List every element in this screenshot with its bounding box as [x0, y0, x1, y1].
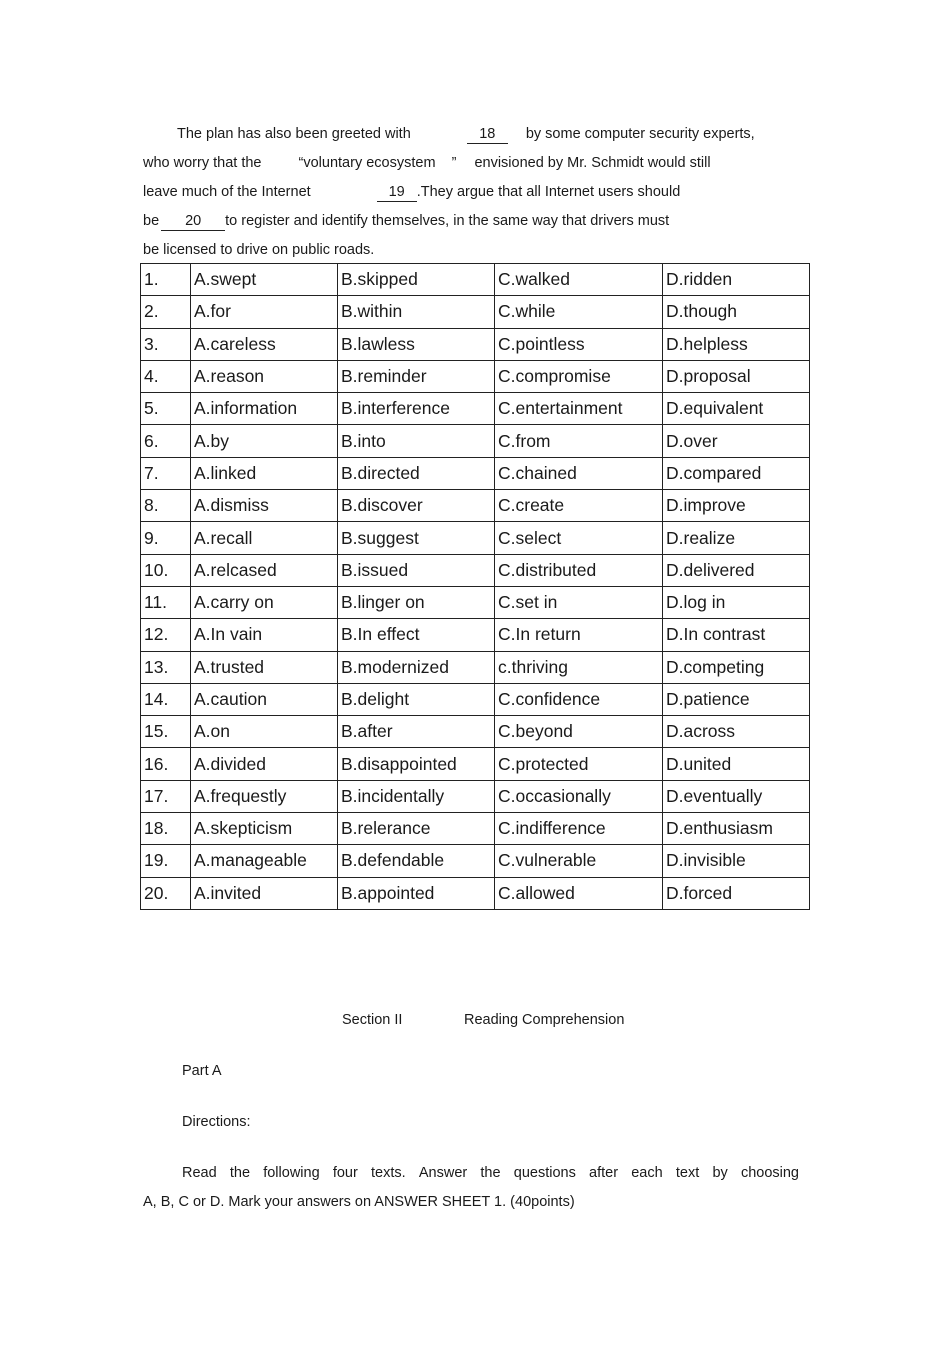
passage-text: who worry that the — [143, 155, 262, 171]
question-number: 14. — [141, 683, 191, 715]
table-row — [141, 651, 810, 683]
option-a: A.In vain — [191, 619, 338, 651]
options-table-body — [141, 264, 810, 910]
directions-label: Directions: — [182, 1114, 251, 1130]
option-d: D.ridden — [663, 264, 810, 296]
option-b: B.interference — [338, 393, 495, 425]
option-a: A.trusted — [191, 651, 338, 683]
option-b: B.delight — [338, 683, 495, 715]
passage-line-1 — [177, 125, 755, 144]
passage-text: be licensed to drive on public roads. — [143, 242, 375, 258]
option-d: D.proposal — [663, 360, 810, 392]
option-b: B.issued — [338, 554, 495, 586]
question-number: 3. — [141, 328, 191, 360]
question-number: 13. — [141, 651, 191, 683]
table-row — [141, 683, 810, 715]
option-c: C.indifference — [495, 813, 663, 845]
option-b: B.directed — [338, 457, 495, 489]
option-b: B.defendable — [338, 845, 495, 877]
directions-word: questions — [513, 1165, 576, 1181]
option-d: D.compared — [663, 457, 810, 489]
option-d: D.enthusiasm — [663, 813, 810, 845]
table-row — [141, 845, 810, 877]
option-c: C.compromise — [495, 360, 663, 392]
close-quote: ” — [451, 155, 457, 171]
option-a: A.information — [191, 393, 338, 425]
option-c: C.pointless — [495, 328, 663, 360]
table-row — [141, 264, 810, 296]
option-d: D.In contrast — [663, 619, 810, 651]
option-d: D.competing — [663, 651, 810, 683]
directions-word: the — [480, 1165, 501, 1181]
question-number: 20. — [141, 877, 191, 909]
option-b: B.disappointed — [338, 748, 495, 780]
question-number: 7. — [141, 457, 191, 489]
option-d: D.over — [663, 425, 810, 457]
table-row — [141, 780, 810, 812]
passage-text: to register and identify themselves, in the same way that drivers must — [225, 213, 670, 229]
directions-word: by — [712, 1165, 728, 1181]
option-a: A.invited — [191, 877, 338, 909]
directions-word: Read — [182, 1165, 217, 1181]
option-a: A.careless — [191, 328, 338, 360]
option-b: B.within — [338, 296, 495, 328]
table-row — [141, 393, 810, 425]
question-number: 5. — [141, 393, 191, 425]
question-number: 17. — [141, 780, 191, 812]
option-c: C.occasionally — [495, 780, 663, 812]
option-d: D.realize — [663, 522, 810, 554]
option-c: C.allowed — [495, 877, 663, 909]
directions-line-1 — [182, 1164, 799, 1182]
blank-20: 20 — [161, 212, 225, 231]
option-c: C.confidence — [495, 683, 663, 715]
option-a: A.reason — [191, 360, 338, 392]
option-c: C.create — [495, 490, 663, 522]
option-b: B.suggest — [338, 522, 495, 554]
table-row — [141, 716, 810, 748]
option-a: A.divided — [191, 748, 338, 780]
option-b: B.lawless — [338, 328, 495, 360]
question-number: 10. — [141, 554, 191, 586]
table-row — [141, 877, 810, 909]
passage-text: leave much of the Internet — [143, 184, 311, 200]
table-row — [141, 619, 810, 651]
passage-text: The plan has also been greeted with — [177, 126, 411, 142]
passage-text: voluntary ecosystem — [303, 155, 436, 171]
option-b: B.modernized — [338, 651, 495, 683]
table-row — [141, 296, 810, 328]
option-c: C.from — [495, 425, 663, 457]
question-number: 2. — [141, 296, 191, 328]
option-a: A.by — [191, 425, 338, 457]
passage-line-2 — [143, 154, 711, 172]
option-c: C.distributed — [495, 554, 663, 586]
directions-word: the — [229, 1165, 251, 1181]
option-d: D.log in — [663, 586, 810, 618]
options-table — [140, 263, 810, 910]
option-c: C.chained — [495, 457, 663, 489]
directions-line-2: A, B, C or D. Mark your answers on ANSWER SHEET 1. (40points) — [143, 1194, 575, 1210]
question-number: 11. — [141, 586, 191, 618]
option-c: C.entertainment — [495, 393, 663, 425]
option-d: D.forced — [663, 877, 810, 909]
option-b: B.after — [338, 716, 495, 748]
option-d: D.eventually — [663, 780, 810, 812]
option-c: C.set in — [495, 586, 663, 618]
option-d: D.improve — [663, 490, 810, 522]
question-number: 19. — [141, 845, 191, 877]
option-a: A.swept — [191, 264, 338, 296]
option-d: D.invisible — [663, 845, 810, 877]
table-row — [141, 360, 810, 392]
question-number: 16. — [141, 748, 191, 780]
option-c: C.vulnerable — [495, 845, 663, 877]
section-title: Reading Comprehension — [464, 1012, 625, 1028]
option-b: B.discover — [338, 490, 495, 522]
directions-word: each — [631, 1165, 663, 1181]
option-a: A.frequestly — [191, 780, 338, 812]
passage-line-3 — [143, 183, 680, 202]
option-c: C.while — [495, 296, 663, 328]
option-d: D.delivered — [663, 554, 810, 586]
option-c: C.protected — [495, 748, 663, 780]
option-a: A.carry on — [191, 586, 338, 618]
passage-text: envisioned by Mr. Schmidt would still — [474, 155, 711, 171]
passage-text: be — [143, 213, 160, 229]
option-b: B.reminder — [338, 360, 495, 392]
option-a: A.on — [191, 716, 338, 748]
directions-word: texts. — [371, 1165, 406, 1181]
passage-line-5 — [143, 241, 374, 259]
passage-text: .They argue that all Internet users should — [416, 184, 681, 200]
table-row — [141, 490, 810, 522]
question-number: 6. — [141, 425, 191, 457]
question-number: 18. — [141, 813, 191, 845]
table-row — [141, 586, 810, 618]
option-a: A.for — [191, 296, 338, 328]
table-row — [141, 813, 810, 845]
passage-text: by some computer security experts, — [525, 126, 755, 142]
option-a: A.recall — [191, 522, 338, 554]
option-c: C.In return — [495, 619, 663, 651]
question-number: 4. — [141, 360, 191, 392]
option-c: c.thriving — [495, 651, 663, 683]
option-c: C.walked — [495, 264, 663, 296]
directions-word: after — [589, 1165, 619, 1181]
option-a: A.relcased — [191, 554, 338, 586]
option-d: D.though — [663, 296, 810, 328]
blank-18: 18 — [467, 125, 508, 144]
table-row — [141, 554, 810, 586]
question-number: 12. — [141, 619, 191, 651]
table-row — [141, 522, 810, 554]
option-b: B.In effect — [338, 619, 495, 651]
directions-word: following — [263, 1165, 320, 1181]
option-a: A.linked — [191, 457, 338, 489]
option-a: A.manageable — [191, 845, 338, 877]
option-d: D.united — [663, 748, 810, 780]
table-row — [141, 425, 810, 457]
question-number: 15. — [141, 716, 191, 748]
option-d: D.patience — [663, 683, 810, 715]
blank-19: 19 — [377, 183, 417, 202]
option-d: D.helpless — [663, 328, 810, 360]
option-a: A.skepticism — [191, 813, 338, 845]
option-b: B.linger on — [338, 586, 495, 618]
option-b: B.skipped — [338, 264, 495, 296]
question-number: 9. — [141, 522, 191, 554]
passage-line-4 — [143, 212, 669, 231]
table-row — [141, 457, 810, 489]
option-b: B.appointed — [338, 877, 495, 909]
directions-word: text — [675, 1165, 700, 1181]
section-label: Section II — [342, 1012, 403, 1028]
question-number: 8. — [141, 490, 191, 522]
option-c: C.beyond — [495, 716, 663, 748]
option-a: A.caution — [191, 683, 338, 715]
directions-word: choosing — [740, 1165, 799, 1181]
table-row — [141, 328, 810, 360]
part-label: Part A — [182, 1063, 222, 1079]
option-d: D.equivalent — [663, 393, 810, 425]
option-d: D.across — [663, 716, 810, 748]
option-a: A.dismiss — [191, 490, 338, 522]
table-row — [141, 748, 810, 780]
option-c: C.select — [495, 522, 663, 554]
question-number: 1. — [141, 264, 191, 296]
directions-word: four — [332, 1165, 358, 1181]
option-b: B.incidentally — [338, 780, 495, 812]
option-b: B.into — [338, 425, 495, 457]
option-b: B.relerance — [338, 813, 495, 845]
open-quote: “ — [298, 155, 304, 171]
directions-word: Answer — [418, 1165, 468, 1181]
